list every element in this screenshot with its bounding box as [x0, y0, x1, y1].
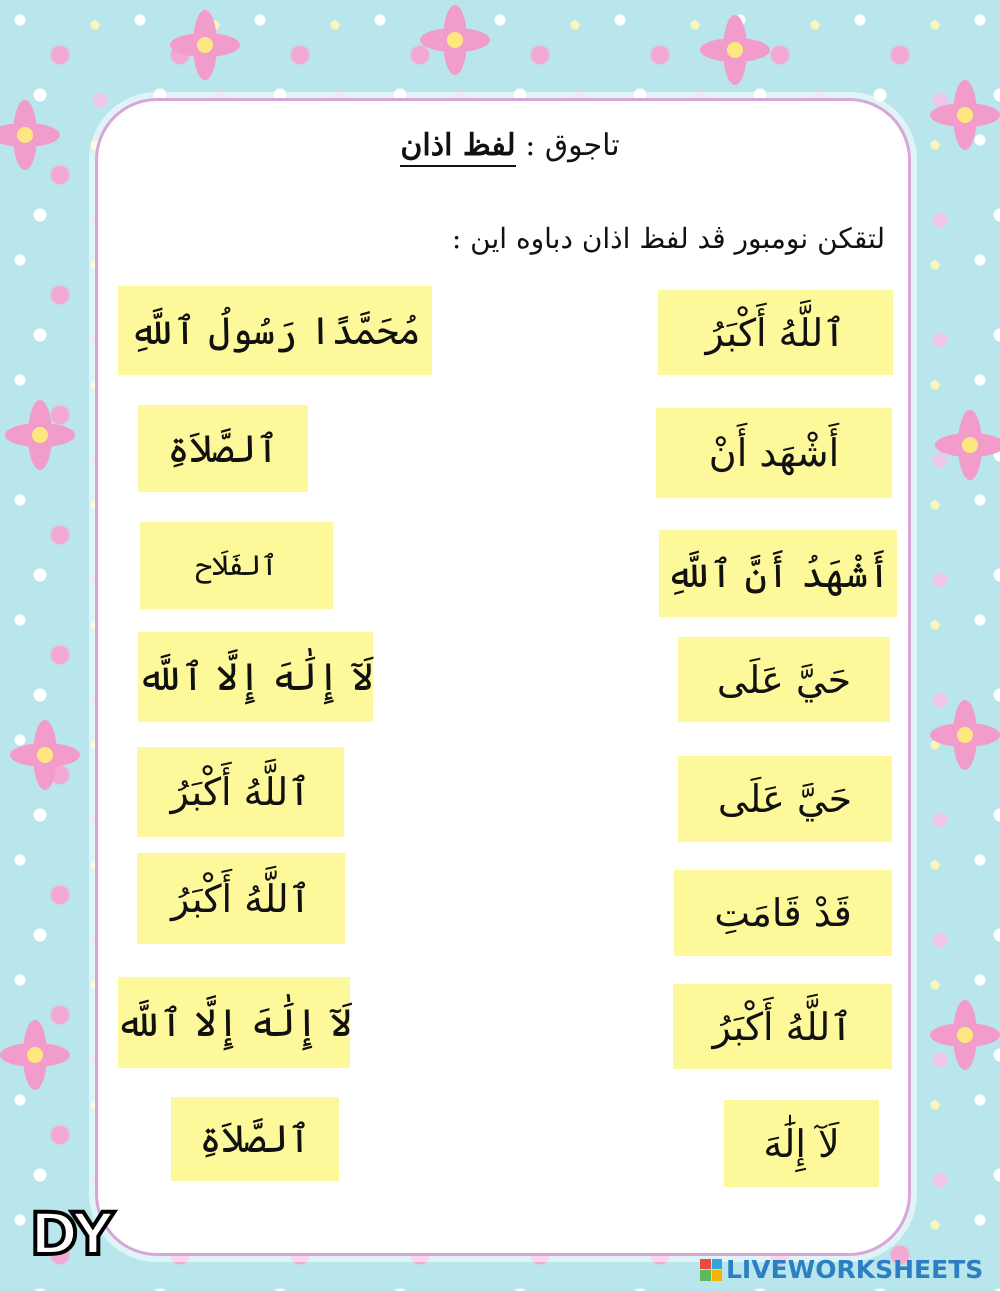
left-card-5[interactable]: ٱللَّهُ أَكْبَرُ: [137, 747, 344, 837]
brand-name: LIVEWORKSHEETS: [726, 1255, 984, 1284]
right-card-1[interactable]: ٱللَّهُ أَكْبَرُ: [658, 290, 893, 375]
liveworksheets-icon: [700, 1259, 722, 1281]
flower-decoration-icon: [170, 10, 240, 80]
worksheet-title: [300, 128, 720, 163]
left-card-6[interactable]: ٱللَّهُ أَكْبَرُ: [137, 853, 345, 944]
left-card-4[interactable]: لَآ إِلَٰهَ إِلَّا ٱللَّه: [138, 632, 373, 722]
right-card-5[interactable]: حَيَّ عَلَى: [678, 756, 892, 842]
flower-decoration-icon: [420, 5, 490, 75]
right-card-3[interactable]: أَشْهَدُ أَنَّ ٱللَّهِ: [659, 530, 897, 617]
left-card-7[interactable]: لَآ إِلَٰهَ إِلَّا ٱللَّه: [118, 977, 350, 1068]
right-card-6[interactable]: قَدْ قَامَتِ: [674, 870, 892, 956]
flower-decoration-icon: [700, 15, 770, 85]
flower-decoration-icon: [10, 720, 80, 790]
left-card-2[interactable]: ٱلصَّلاَةِ: [138, 405, 308, 492]
right-card-8[interactable]: لَآ إِلَٰهَ: [724, 1100, 879, 1187]
liveworksheets-logo: [700, 1255, 983, 1284]
right-card-7[interactable]: ٱللَّهُ أَكْبَرُ: [673, 984, 892, 1069]
author-mark: DY: [30, 1200, 112, 1268]
title-prefix: تاجوق :: [525, 128, 620, 163]
left-card-1[interactable]: مُحَمَّدًا رَسُولُ ٱللَّهِ: [118, 286, 432, 375]
flower-decoration-icon: [5, 400, 75, 470]
flower-decoration-icon: [930, 1000, 1000, 1070]
flower-decoration-icon: [930, 80, 1000, 150]
title-subject: لفظ اذان: [400, 128, 515, 167]
flower-decoration-icon: [935, 410, 1000, 480]
left-card-3[interactable]: ٱلفَلَاح: [140, 522, 333, 609]
left-card-8[interactable]: ٱلصَّلاَةِ: [171, 1097, 339, 1181]
flower-decoration-icon: [0, 1020, 70, 1090]
instruction-text: لتقكن نومبور ڤد لفظ اذان دباوه اين :: [451, 222, 885, 255]
flower-decoration-icon: [930, 700, 1000, 770]
right-card-4[interactable]: حَيَّ عَلَى: [678, 637, 890, 722]
right-card-2[interactable]: أَشْهَد أَنْ: [656, 408, 892, 498]
flower-decoration-icon: [0, 100, 60, 170]
